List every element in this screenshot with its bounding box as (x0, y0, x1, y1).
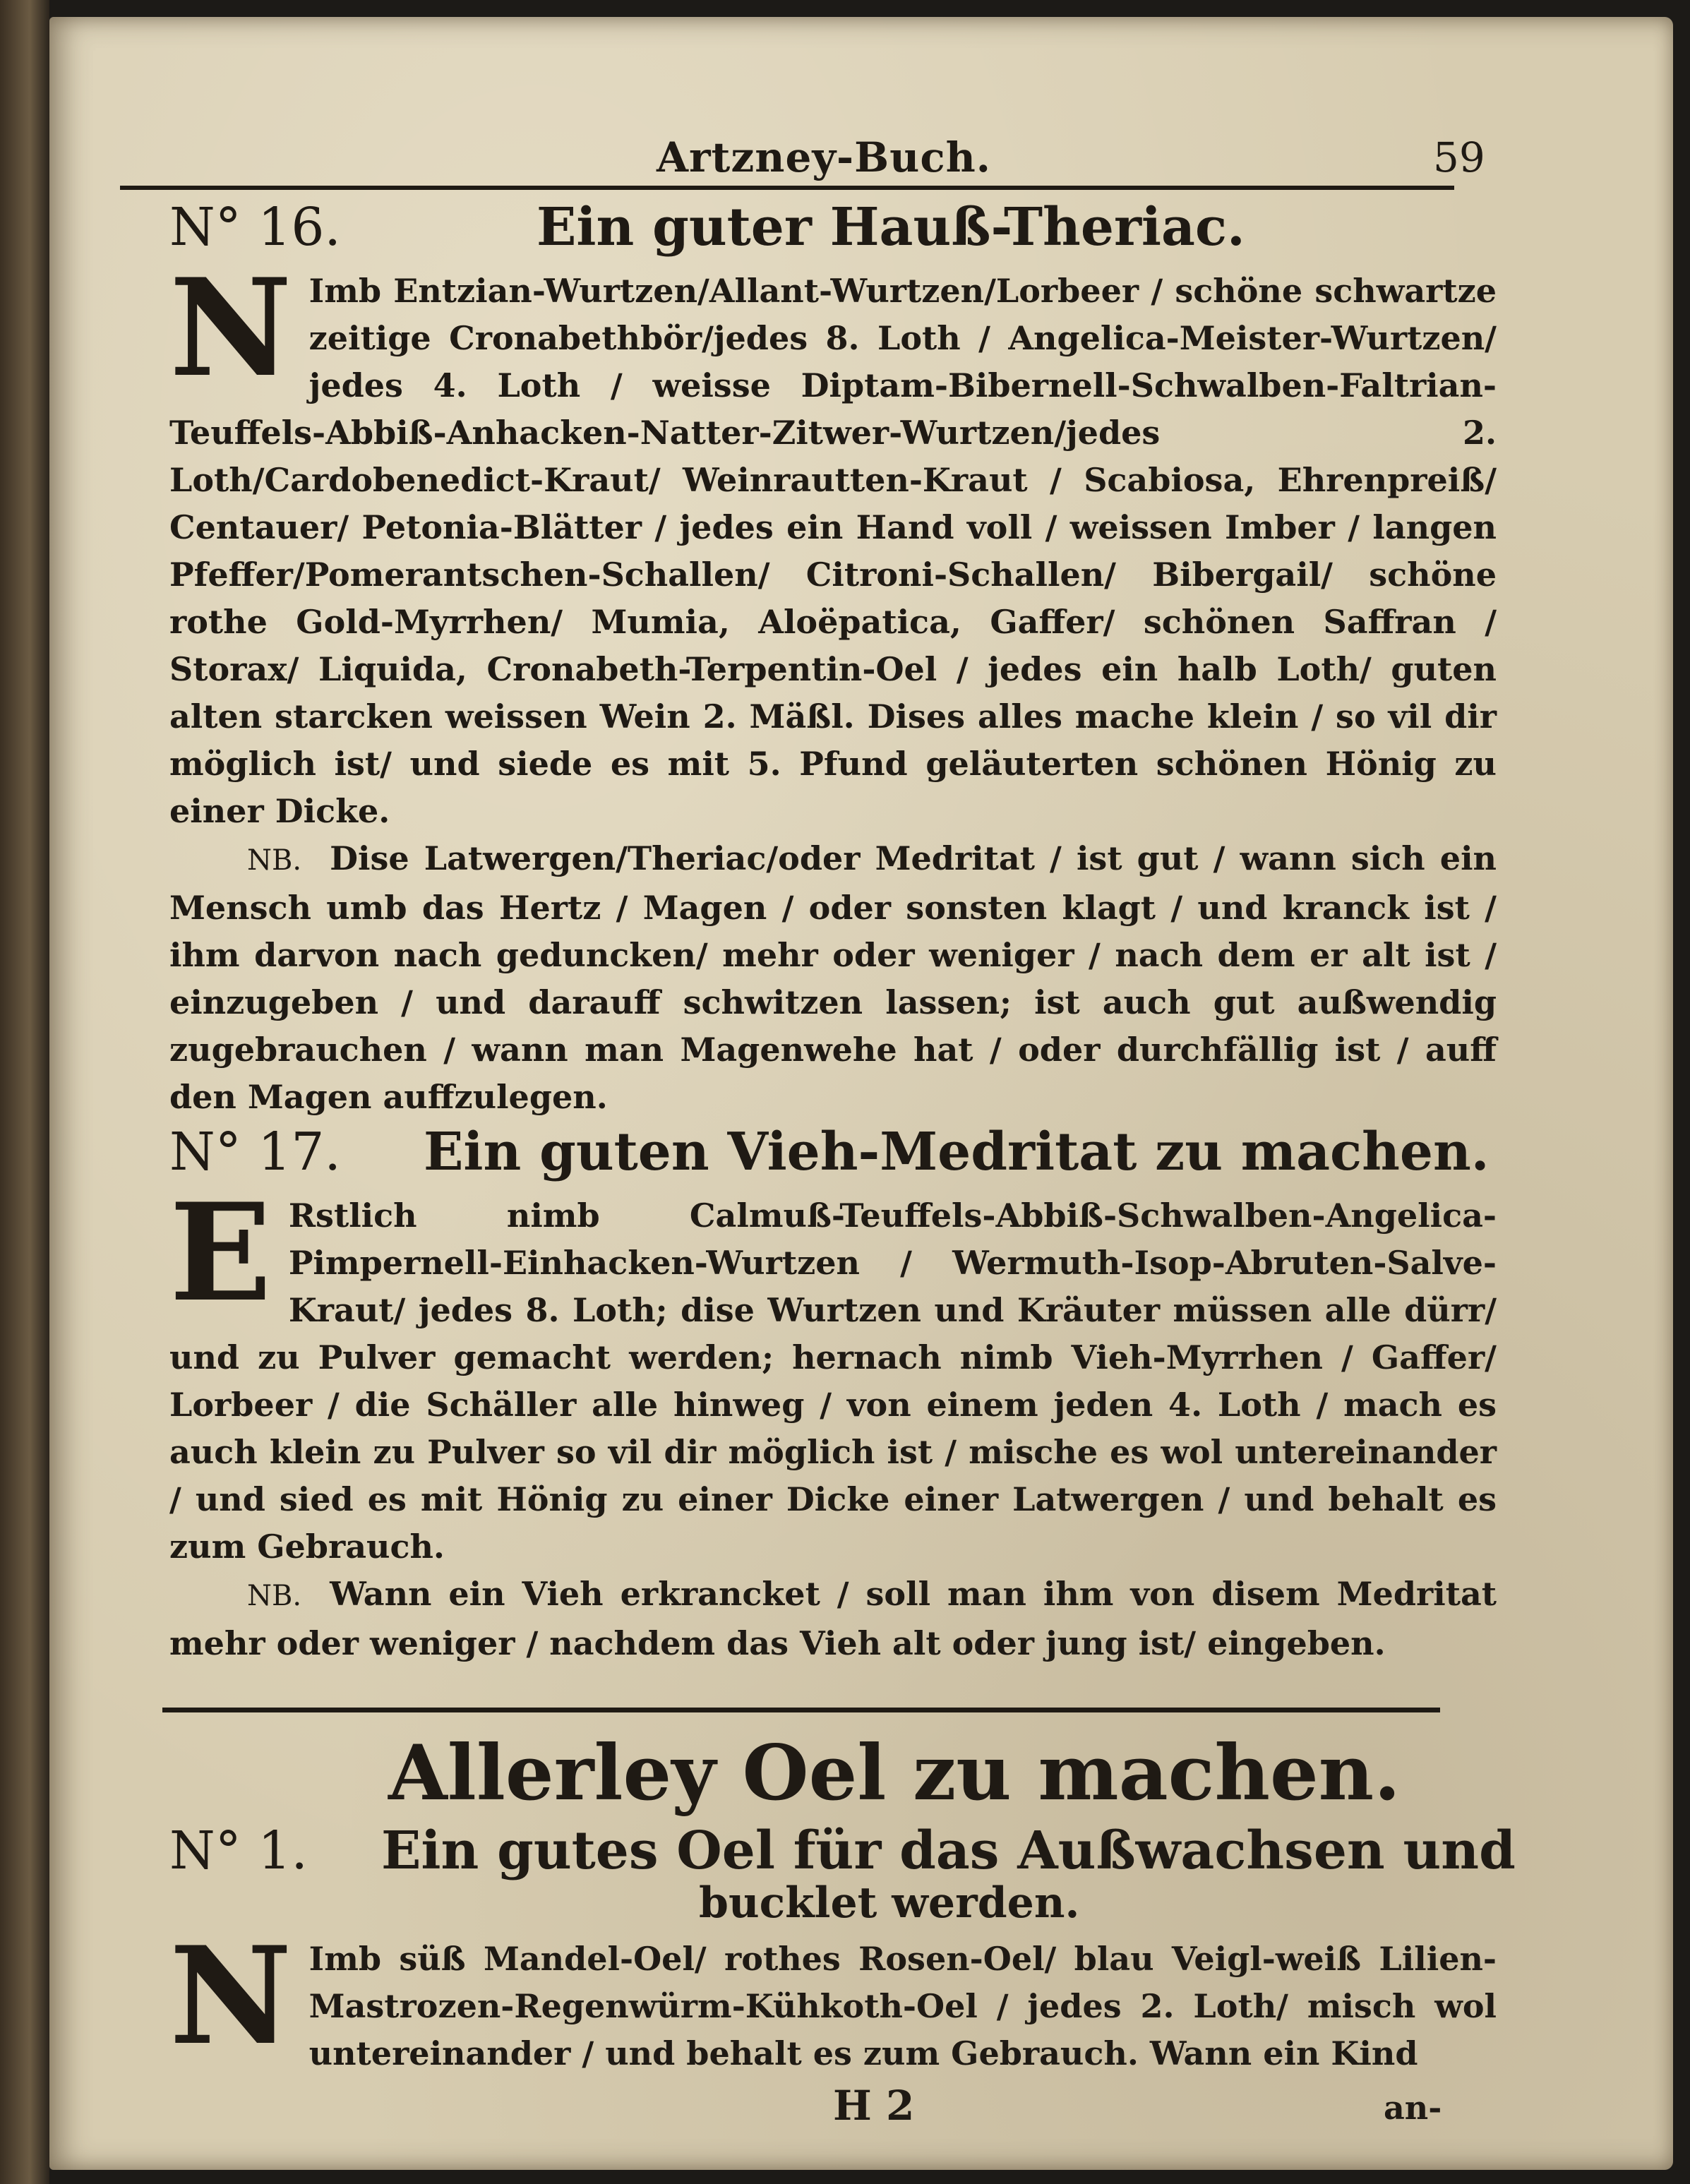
section-17-title: Ein guten Vieh-Medritat zu machen. (424, 1122, 1490, 1182)
section-17-nb-text: Wann ein Vieh erkrancket / soll man ihm von disem Medritat mehr oder weniger / nachdem das Vieh alt oder jung ist/ eingeben. (169, 1575, 1497, 1662)
section-17-body (169, 1174, 1497, 1667)
section-divider (162, 1708, 1440, 1712)
page-number: 59 (1433, 133, 1485, 181)
section-17-number: N° 17. (169, 1122, 341, 1182)
section-1-title-line1: Ein gutes Oel für das Außwachsen und (381, 1820, 1516, 1881)
section-1-number: N° 1. (169, 1820, 308, 1881)
catchword: an- (1384, 2089, 1442, 2127)
section-16-body (169, 249, 1497, 1121)
section-1-body (169, 1917, 1497, 2077)
section-16-nb-label: NB. (247, 844, 302, 877)
section-16-nb-text: Dise Latwergen/Theriac/oder Medritat / ist gut / wann sich ein Mensch umb das Hertz / Magen / oder sonsten klagt / und kranck ist / ihm darvon nach geduncken/ mehr oder weniger / nach dem er alt ist / einzugeben / und darauff schwitzen lassen; ist auch gut außwendig zugebrauchen / wann man Magenwehe hat / oder durchfällig ist / auff den Magen auffzulegen. (169, 839, 1497, 1116)
section-16-heading (169, 197, 1482, 260)
section-17-initial: E (169, 1174, 272, 1331)
signature-mark: H 2 (833, 2082, 915, 2130)
section-17-nb-label: NB. (247, 1580, 302, 1612)
chapter-title: Allerley Oel zu machen. (388, 1729, 1401, 1818)
header-rule (120, 186, 1454, 190)
section-1-heading (169, 1820, 1516, 1933)
book-spine (0, 0, 49, 2184)
section-17-heading (169, 1122, 1490, 1185)
section-1-text: Imb süß Mandel-Oel/ rothes Rosen-Oel/ blau Veigl-weiß Lilien-Mastrozen-Regenwürm-Kühkoth-Oel / jedes 2. Loth/ misch wol untereinander / und behalt es zum Gebrauch. Wann ein Kind (308, 1940, 1497, 2072)
section-1-initial: N (169, 1917, 292, 2075)
running-header (120, 133, 1485, 190)
section-16-text: Imb Entzian-Wurtzen/Allant-Wurtzen/Lorbeer / schöne schwartze zeitige Cronabethbör/jedes 8. Loth / Angelica-Meister-Wurtzen/ jedes 4. Loth / weisse Diptam-Bibernell-Schwalben-Faltrian-Teuffels-Abbiß-Anhacken-Natter-Zitwer-Wurtzen/jedes 2. Loth/Cardobenedict-Kraut/ Weinrautten-Kraut / Scabiosa, Ehrenpreiß/ Centauer/ Petonia-Blätter / jedes ein Hand voll / weissen Imber / langen Pfeffer/Pomerantschen-Schallen/ Citroni-Schallen/ Bibergail/ schöne rothe Gold-Myrrhen/ Mumia, Aloëpatica, Gaffer/ schönen Saffran / Storax/ Liquida, Cronabeth-Terpentin-Oel / jedes ein halb Loth/ guten alten starcken weissen Wein 2. Mäßl. Dises alles mache klein / so vil dir möglich ist/ und siede es mit 5. Pfund geläuterten schönen Hönig zu einer Dicke. (169, 272, 1497, 830)
section-1-title-line2: bucklet werden. (699, 1878, 1080, 1928)
section-16-initial: N (169, 249, 292, 407)
section-16-title: Ein guter Hauß-Theriac. (537, 197, 1245, 258)
book-page (49, 17, 1673, 2170)
running-title: Artzney-Buch. (657, 133, 991, 181)
section-16-number: N° 16. (169, 197, 341, 258)
section-17-text: Rstlich nimb Calmuß-Teuffels-Abbiß-Schwalben-Angelica-Pimpernell-Einhacken-Wurtzen / Wermuth-Isop-Abruten-Salve-Kraut/ jedes 8. Loth; dise Wurtzen und Kräuter müssen alle dürr/ und zu Pulver gemacht werden; hernach nimb Vieh-Myrrhen / Gaffer/ Lorbeer / die Schäller alle hinweg / von einem jeden 4. Loth / mach es auch klein zu Pulver so vil dir möglich ist / mische es wol untereinander / und sied es mit Hönig zu einer Dicke einer Latwergen / und behalt es zum Gebrauch. (169, 1196, 1497, 1566)
